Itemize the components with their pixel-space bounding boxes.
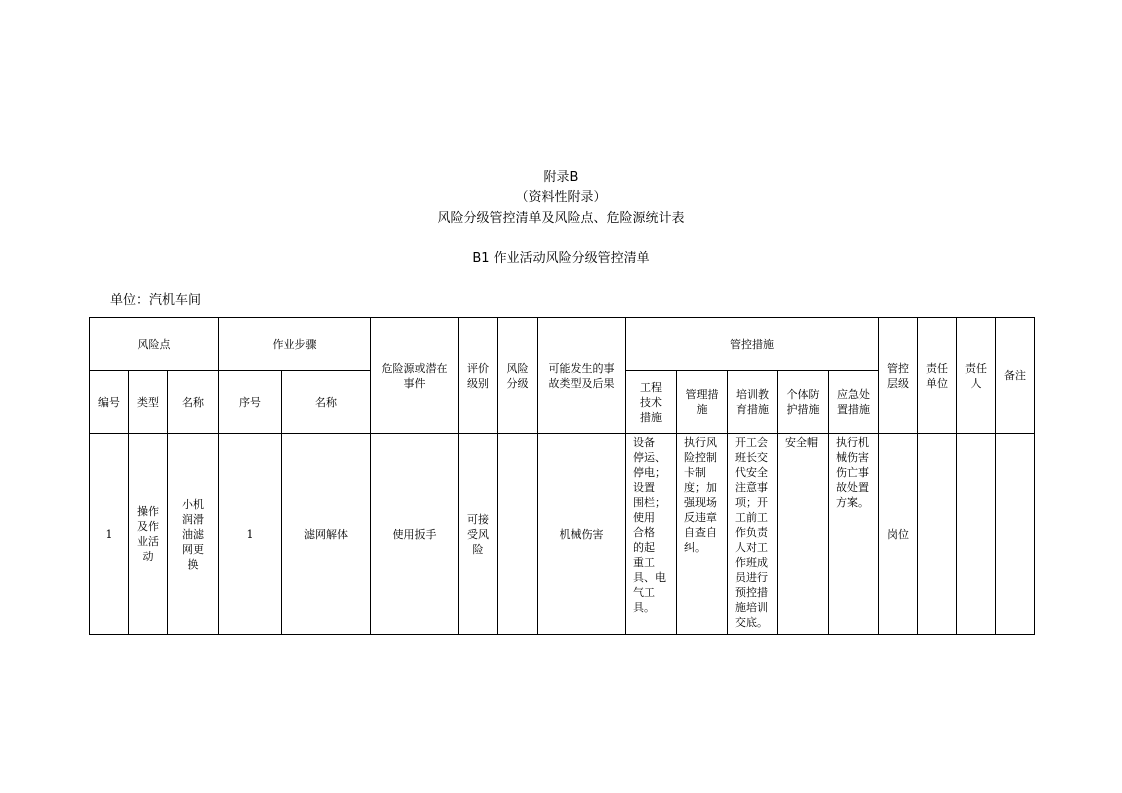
cell-eval-level: 可接 受风 险 — [459, 434, 498, 635]
header-remark: 备注 — [996, 318, 1035, 434]
cell-no: 1 — [90, 434, 129, 635]
cell-name: 小机 润滑 油滤 网更 换 — [168, 434, 219, 635]
cell-resp-person — [957, 434, 996, 635]
page-title: 风险分级管控清单及风险点、危险源统计表 — [437, 211, 685, 226]
cell-risk-grade — [498, 434, 538, 635]
subheader-management: 管理措 施 — [677, 371, 728, 434]
subheader-name: 名称 — [168, 371, 219, 434]
risk-control-table — [89, 317, 1035, 635]
header-control-level: 管控 层级 — [879, 318, 918, 434]
table-title: B1 作业活动风险分级管控清单 — [472, 251, 650, 266]
cell-hazard: 使用扳手 — [371, 434, 459, 635]
cell-remark — [996, 434, 1035, 635]
cell-training: 开工会 班长交 代安全 注意事 项；开 工前工 作负责 人对工 作班成 员进行 预控措 施培训 交底。 — [728, 434, 778, 635]
cell-control-level: 岗位 — [879, 434, 918, 635]
subheader-step-name: 名称 — [282, 371, 371, 434]
unit-line: 单位：汽机车间 — [110, 293, 202, 308]
appendix-label: 附录B — [543, 170, 579, 185]
header-eval-level: 评价 级别 — [459, 318, 498, 434]
header-control-measures: 管控措施 — [626, 318, 879, 371]
appendix-note: （资料性附录） — [515, 190, 607, 205]
subheader-seq: 序号 — [219, 371, 282, 434]
subheader-engineering: 工程 技术 措施 — [626, 371, 677, 434]
cell-seq: 1 — [219, 434, 282, 635]
cell-type: 操作 及作 业活 动 — [129, 434, 168, 635]
header-resp-person: 责任 人 — [957, 318, 996, 434]
cell-management: 执行风 险控制 卡制 度；加 强现场 反违章 自查自 纠。 — [677, 434, 728, 635]
cell-step-name: 滤网解体 — [282, 434, 371, 635]
cell-engineering: 设备 停运、 停电； 设置 围栏； 使用 合格 的起 重工 具、电 气工 具。 — [626, 434, 677, 635]
subheader-emergency: 应急处 置措施 — [829, 371, 879, 434]
header-risk-point: 风险点 — [90, 318, 219, 371]
subheader-ppe: 个体防 护措施 — [778, 371, 829, 434]
header-resp-unit: 责任 单位 — [918, 318, 957, 434]
cell-ppe: 安全帽 — [778, 434, 829, 635]
cell-consequence: 机械伤害 — [538, 434, 626, 635]
header-risk-grade: 风险 分级 — [498, 318, 538, 434]
header-consequence: 可能发生的事 故类型及后果 — [538, 318, 626, 434]
subheader-training: 培训教 育措施 — [728, 371, 778, 434]
header-hazard: 危险源或潜在 事件 — [371, 318, 459, 434]
cell-resp-unit — [918, 434, 957, 635]
subheader-type: 类型 — [129, 371, 168, 434]
header-work-step: 作业步骤 — [219, 318, 371, 371]
cell-emergency: 执行机 械伤害 伤亡事 故处置 方案。 — [829, 434, 879, 635]
subheader-no: 编号 — [90, 371, 129, 434]
table-row — [90, 434, 1035, 635]
